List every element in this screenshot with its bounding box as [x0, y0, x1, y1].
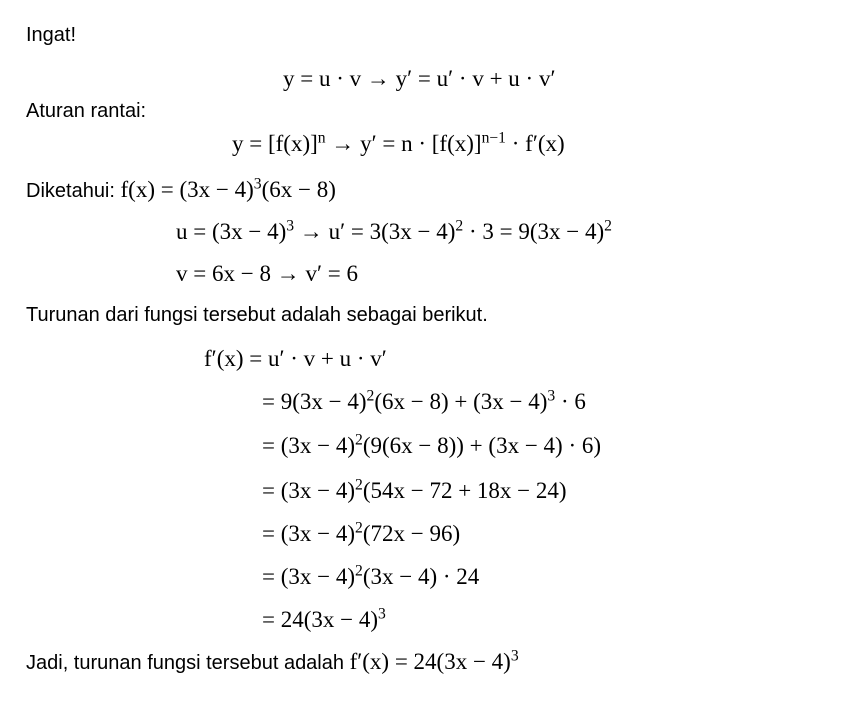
u-part3: · 3 = 9(3x − 4)	[463, 219, 605, 244]
derivation-step-4	[262, 519, 461, 546]
given-function-rest: (6x − 8)	[261, 177, 336, 202]
u-exp2: 2	[455, 217, 464, 235]
given-label: Diketahui:	[26, 180, 121, 202]
given-function-exp: 3	[253, 175, 262, 193]
step3-exp1: 2	[355, 476, 363, 494]
derivation-step-6	[262, 605, 386, 632]
chain-rule-exp1: n	[317, 129, 326, 147]
u-part2: → u′ = 3(3x − 4)	[294, 219, 456, 244]
step2-part1: = (3x − 4)	[262, 433, 356, 458]
u-exp1: 3	[286, 217, 295, 235]
given-function-main: f(x) = (3x − 4)	[120, 177, 254, 202]
conclusion-text: Jadi, turunan fungsi tersebut adalah	[26, 652, 350, 674]
step2-exp1: 2	[355, 431, 363, 449]
chain-rule-part2: → y′ = n · [f(x)]	[325, 131, 482, 156]
derivation-step-3	[262, 476, 567, 503]
u-exp3: 2	[604, 217, 612, 235]
step6-part1: = 24(3x − 4)	[262, 607, 379, 632]
step4-exp1: 2	[355, 519, 363, 537]
step4-part2: (72x − 96)	[362, 521, 461, 546]
chain-rule-part1: y = [f(x)]	[232, 131, 318, 156]
step3-part2: (54x − 72 + 18x − 24)	[362, 478, 567, 503]
derivation-step-5	[262, 562, 480, 589]
step1-exp1: 2	[366, 387, 375, 405]
product-rule: y = u · v → y′ = u′ · v + u · v′	[283, 66, 556, 91]
chain-rule-exp2: n−1	[481, 129, 506, 147]
u-part1: u = (3x − 4)	[176, 219, 287, 244]
chain-rule-part3: · f′(x)	[506, 131, 565, 156]
step6-exp1: 3	[378, 605, 386, 623]
chain-rule-formula	[232, 129, 565, 156]
conclusion-math	[350, 649, 519, 674]
derivation-step-0: f′(x) = u′ · v + u · v′	[204, 346, 387, 371]
conclusion-line	[26, 647, 519, 674]
derivation-label: Turunan dari fungsi tersebut adalah sebagai berikut.	[26, 304, 488, 326]
step1-part3: · 6	[555, 389, 586, 414]
chain-rule-label: Aturan rantai:	[26, 100, 147, 122]
conclusion-math-exp: 3	[510, 647, 519, 665]
v-definition: v = 6x − 8 → v′ = 6	[176, 261, 358, 286]
given-line	[26, 175, 336, 202]
derivation-step-2	[262, 431, 602, 458]
step1-part1: = 9(3x − 4)	[262, 389, 367, 414]
step2-part2: (9(6x − 8)) + (3x − 4) · 6)	[362, 433, 602, 458]
conclusion-math-main: f′(x) = 24(3x − 4)	[349, 649, 511, 674]
u-definition	[176, 217, 612, 244]
step3-part1: = (3x − 4)	[262, 478, 356, 503]
given-function	[121, 177, 336, 202]
step5-part1: = (3x − 4)	[262, 564, 356, 589]
heading-ingat: Ingat!	[26, 24, 77, 46]
step1-part2: (6x − 8) + (3x − 4)	[374, 389, 548, 414]
derivation-step-1	[262, 387, 586, 414]
step1-exp2: 3	[547, 387, 556, 405]
step5-exp1: 2	[355, 562, 363, 580]
step5-part2: (3x − 4) · 24	[362, 564, 480, 589]
step4-part1: = (3x − 4)	[262, 521, 356, 546]
